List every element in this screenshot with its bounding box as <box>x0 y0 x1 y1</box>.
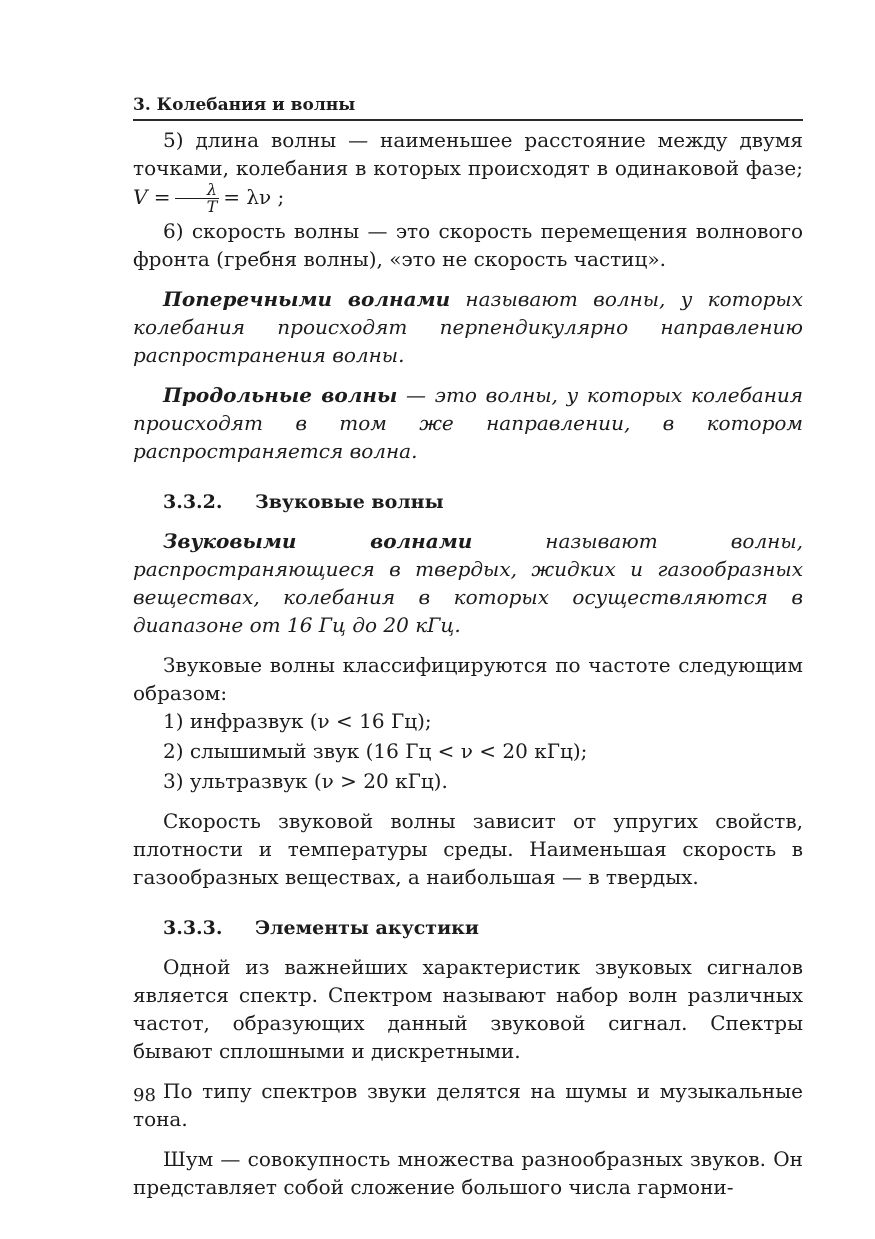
term-transverse: Поперечными волнами <box>163 287 451 311</box>
list-item: 2) слышимый звук (16 Гц < ν < 20 кГц); <box>163 739 588 763</box>
page-number: 98 <box>133 1085 156 1106</box>
classification-intro: Звуковые волны классифицируются по частоте следующим образом: <box>133 653 803 705</box>
formula-rhs: = λν ; <box>223 185 285 209</box>
formula-numerator: λ <box>206 180 217 199</box>
noise-paragraph: Шум — совокупность множества разнообразных звуков. Он представляет собой сложение большого числа гармони- <box>133 1147 803 1199</box>
transverse-waves-def: Поперечными волнами называют волны, у которых колебания происходят перпендикулярно направлению распространения волны. <box>133 287 803 367</box>
sound-speed-paragraph: Скорость звуковой волны зависит от упругих свойств, плотности и температуры среды. Наименьшая скорость в газообразных веществах, а наибольшая — в твердых. <box>133 809 803 889</box>
formula-lhs: V = <box>133 185 171 209</box>
spectrum-types-paragraph: По типу спектров звуки делятся на шумы и музыкальные тона. <box>133 1079 803 1131</box>
longitudinal-waves-def: Продольные волны — это волны, у которых колебания происходят в том же направлении, в котором распространяется волна. <box>133 383 803 463</box>
formula-fraction <box>175 182 220 215</box>
item-6-wave-speed: 6) скорость волны — это скорость перемещения волнового фронта (гребня волны), «это не скорость частиц». <box>133 219 803 271</box>
item-5-wavelength: 5) длина волны — наименьшее расстояние между двумя точками, колебания в которых происходят в одинаковой фазе; V = $\frac{\lambda}{T}$ = λν ; <box>133 128 803 216</box>
list-item: 3) ультразвук (ν > 20 кГц). <box>163 769 448 793</box>
spectrum-paragraph: Одной из важнейших характеристик звуковых сигналов является спектр. Спектром называют набор волн различных частот, образующих данный звуковой сигнал. Спектры бывают сплошными и дискретными. <box>133 955 803 1063</box>
sound-waves-def: Звуковыми волнами называют волны, распространяющиеся в твердых, жидких и газообразных веществах, колебания в которых осуществляются в диапазоне от 16 Гц до 20 кГц. <box>133 529 803 637</box>
frequency-list <box>133 707 803 795</box>
formula-denominator: T <box>175 198 220 215</box>
running-head: 3. Колебания и волны <box>133 95 803 121</box>
section-heading-3-3-3: 3.3.3. Элементы акустики <box>163 917 479 939</box>
section-heading-3-3-2: 3.3.2. Звуковые волны <box>163 491 444 513</box>
list-item: 1) инфразвук (ν < 16 Гц); <box>163 709 432 733</box>
term-sound-waves: Звуковыми волнами <box>163 529 473 553</box>
page-body <box>133 95 803 1201</box>
term-longitudinal: Продольные волны <box>163 383 398 407</box>
